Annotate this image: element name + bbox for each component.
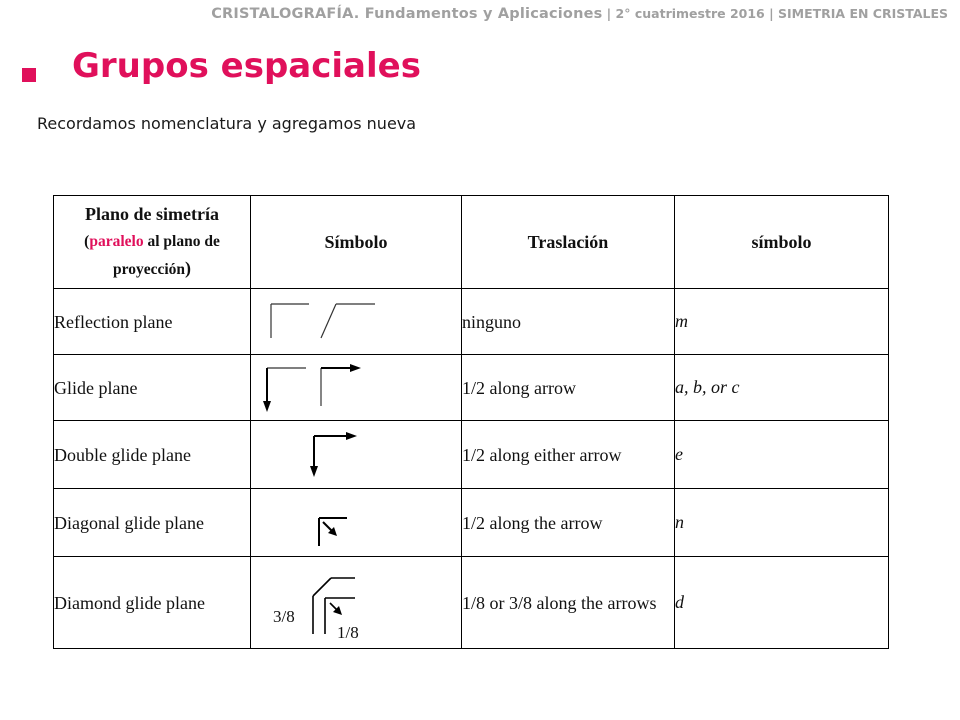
page-title: Grupos espaciales <box>72 46 421 86</box>
header-paren-open: ( <box>84 233 90 250</box>
header-paren-close: ) <box>185 258 192 278</box>
diagonal-glide-plane-symbol-icon <box>251 489 462 557</box>
fraction-1-8-label: 1/8 <box>337 622 359 642</box>
course-meta: | 2° cuatrimestre 2016 | SIMETRIA EN CRISTALES <box>606 6 948 21</box>
square-bullet-icon <box>22 68 36 82</box>
header-plane-rest2: proyección <box>112 261 186 278</box>
row-translation: ninguno <box>462 289 675 355</box>
row-name: Glide plane <box>54 355 251 421</box>
double-glide-plane-symbol-icon <box>251 421 462 489</box>
row-letter: d <box>675 557 889 649</box>
table-row <box>54 489 889 557</box>
header-plane <box>54 196 251 289</box>
symmetry-planes-table <box>53 195 889 649</box>
row-translation: 1/2 along either arrow <box>462 421 675 489</box>
reflection-plane-symbol-icon <box>251 289 462 355</box>
header-translation: Traslación <box>462 196 675 289</box>
row-name: Double glide plane <box>54 421 251 489</box>
table-row <box>54 289 889 355</box>
diamond-glide-plane-symbol-icon <box>251 557 462 649</box>
row-translation: 1/2 along arrow <box>462 355 675 421</box>
page-subtitle: Recordamos nomenclatura y agregamos nueva <box>37 114 417 133</box>
table-row <box>54 355 889 421</box>
header-symbol: Símbolo <box>251 196 462 289</box>
row-name: Diamond glide plane <box>54 557 251 649</box>
table-row <box>54 421 889 489</box>
header-plane-title: Plano de simetría <box>85 204 219 224</box>
fraction-3-8-label: 3/8 <box>273 606 295 626</box>
table-row <box>54 557 889 649</box>
header-plane-rest1: al plano de <box>143 233 220 250</box>
row-name: Diagonal glide plane <box>54 489 251 557</box>
row-letter: e <box>675 421 889 489</box>
header-letter: símbolo <box>675 196 889 289</box>
table-header-row <box>54 196 889 289</box>
slide-header <box>211 6 948 22</box>
row-translation: 1/2 along the arrow <box>462 489 675 557</box>
header-plane-parallel: paralelo <box>89 233 144 250</box>
course-title: CRISTALOGRAFÍA. Fundamentos y Aplicaciones <box>211 6 603 22</box>
glide-plane-symbol-icon <box>251 355 462 421</box>
row-letter: n <box>675 489 889 557</box>
row-letter: m <box>675 289 889 355</box>
row-letter: a, b, or c <box>675 355 889 421</box>
row-name: Reflection plane <box>54 289 251 355</box>
row-translation: 1/8 or 3/8 along the arrows <box>462 557 675 649</box>
